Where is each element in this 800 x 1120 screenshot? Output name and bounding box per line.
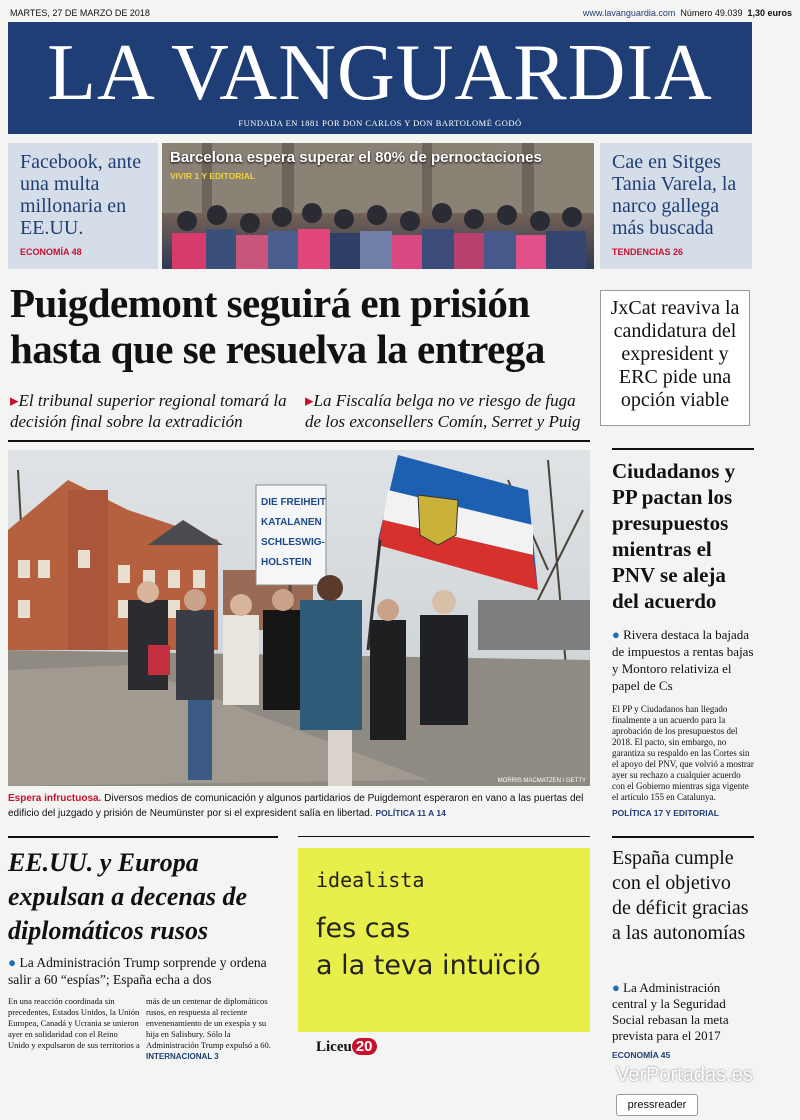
main-headline[interactable]: Puigdemont seguirá en prisión hasta que se resuelva la entrega xyxy=(10,280,545,372)
top-info-line xyxy=(10,8,792,22)
main-deck-right: ▸La Fiscalía belga no ve riesgo de fuga de los exconsellers Comín, Serret y Puig xyxy=(305,391,581,431)
neumunster-photo xyxy=(8,450,590,786)
right-column-ref[interactable]: POLÍTICA 17 Y EDITORIAL xyxy=(612,808,719,818)
lower-right-bullet: ● La Administración central y la Seguridad Social rebasan la meta prevista para el 2017 xyxy=(612,980,729,1043)
founded-line: FUNDADA EN 1881 POR DON CARLOS Y DON BARTOLOMÉ GODÓ xyxy=(238,118,522,128)
bullet-dot-icon: ● xyxy=(612,980,620,995)
caption-text: Diversos medios de comunicación y algunos partidarios de Puigdemont esperaron en vano a las puertas del edificio del juzgado y prisión de Neumünster por si el expresident salía en libertad. xyxy=(8,793,584,819)
svg-text:HOLSTEIN: HOLSTEIN xyxy=(261,557,312,568)
teaser-section: VIVIR 1 Y EDITORIAL xyxy=(170,171,256,181)
liceu-logo: Liceu 20 xyxy=(316,1038,377,1056)
idealista-ad[interactable] xyxy=(298,848,590,1032)
teaser-title: Cae en Sitges Tania Varela, la narco gallega más buscada xyxy=(612,151,737,239)
photo-caption xyxy=(8,792,590,821)
bullet-dot-icon: ● xyxy=(8,955,17,970)
teaser-section: TENDENCIAS 26 xyxy=(612,247,684,257)
lower-left-bullet: ● La Administración Trump sorprende y ordena salir a 60 “espías”; España echa a dos xyxy=(8,955,267,987)
issue-number: Número 49.039 xyxy=(680,8,743,18)
teaser-title: Barcelona espera superar el 80% de pernoctaciones xyxy=(170,149,542,166)
issue-price: 1,30 euros xyxy=(747,8,792,18)
pressreader-badge[interactable]: pressreader xyxy=(616,1094,698,1116)
divider xyxy=(8,836,278,838)
newspaper-logo: LA VANGUARDIA xyxy=(47,29,713,117)
photo-protest-sign: DIE FREIHEIT xyxy=(261,497,327,508)
lower-left-body-2: más de un centenar de diplomáticos rusos, en respuesta al reciente envenenamiento de un exespía y su hija en Salisbury. Sólo la Administración Trump expulsó a 60. INTERNACIONAL 3 xyxy=(146,996,271,1061)
teaser-sitges[interactable] xyxy=(600,143,752,269)
right-column-bullet: ● Rivera destaca la bajada de impuestos a rentas bajas y Montoro relativiza el papel de Cs xyxy=(612,627,754,693)
ad-brand: idealista xyxy=(316,868,425,892)
side-box-jxcat[interactable] xyxy=(600,290,750,426)
lower-left-headline[interactable]: EE.UU. y Europa expulsan a decenas de diplomáticos rusos xyxy=(8,848,248,945)
caption-lead: Espera infructuosa. xyxy=(8,793,102,804)
teaser-facebook[interactable] xyxy=(8,143,158,269)
svg-text:KATALANEN: KATALANEN xyxy=(261,517,322,528)
right-column-body: El PP y Ciudadanos han llegado finalmente a un acuerdo para la aprobación de los presupuestos del 2018. El pacto, sin embargo, no garantiza su respaldo en las Cortes sin el apoyo del PNV, que volvió a mostrar ayer su rechazo a cualquier acuerdo con el Gobierno mientras siga vigente el artículo 155 en Catalunya. xyxy=(612,704,754,802)
lower-left-body-1: En una reacción coordinada sin precedentes, Estados Unidos, la Unión Europea, Canadá y Ucrania se unieron ayer en solidaridad con el Reino Unido y expulsaron de sus territorios a xyxy=(8,996,140,1050)
triangle-bullet-icon: ▸ xyxy=(305,391,314,410)
divider xyxy=(298,836,590,837)
svg-text:SCHLESWIG-: SCHLESWIG- xyxy=(261,537,325,548)
main-deck-left: ▸El tribunal superior regional tomará la decisión final sobre la extradición xyxy=(10,391,287,431)
lower-right-headline[interactable]: España cumple con el objetivo de déficit gracias a las autonomías xyxy=(612,847,749,944)
teaser-title: Facebook, ante una multa millonaria en EE.UU. xyxy=(20,151,142,239)
teaser-section: ECONOMÍA 48 xyxy=(20,247,82,257)
masthead xyxy=(8,22,752,134)
photo-credit: MORRIS MACMATZEN / GETTY xyxy=(497,778,586,784)
bullet-dot-icon: ● xyxy=(612,627,620,642)
divider xyxy=(8,440,590,442)
triangle-bullet-icon: ▸ xyxy=(10,391,19,410)
lower-left-ref[interactable]: INTERNACIONAL 3 xyxy=(146,1052,219,1061)
watermark: VerPortadas.es xyxy=(616,1064,753,1086)
lower-right-ref[interactable]: ECONOMÍA 45 xyxy=(612,1050,671,1060)
site-url[interactable]: www.lavanguardia.com xyxy=(582,8,676,18)
ad-slogan: fes cas a la teva intuïció xyxy=(316,913,541,981)
main-photo[interactable] xyxy=(8,450,590,786)
caption-ref[interactable]: POLÍTICA 11 A 14 xyxy=(375,808,446,818)
teaser-barcelona[interactable] xyxy=(162,143,594,269)
divider xyxy=(612,836,754,838)
issue-date: MARTES, 27 DE MARZO DE 2018 xyxy=(10,8,150,18)
divider xyxy=(612,448,754,450)
side-box-text: JxCat reaviva la candidatura del expresident y ERC pide una opción viable xyxy=(610,297,740,411)
right-column-headline[interactable]: Ciudadanos y PP pactan los presupuestos mientras el PNV se aleja del acuerdo xyxy=(612,459,736,613)
